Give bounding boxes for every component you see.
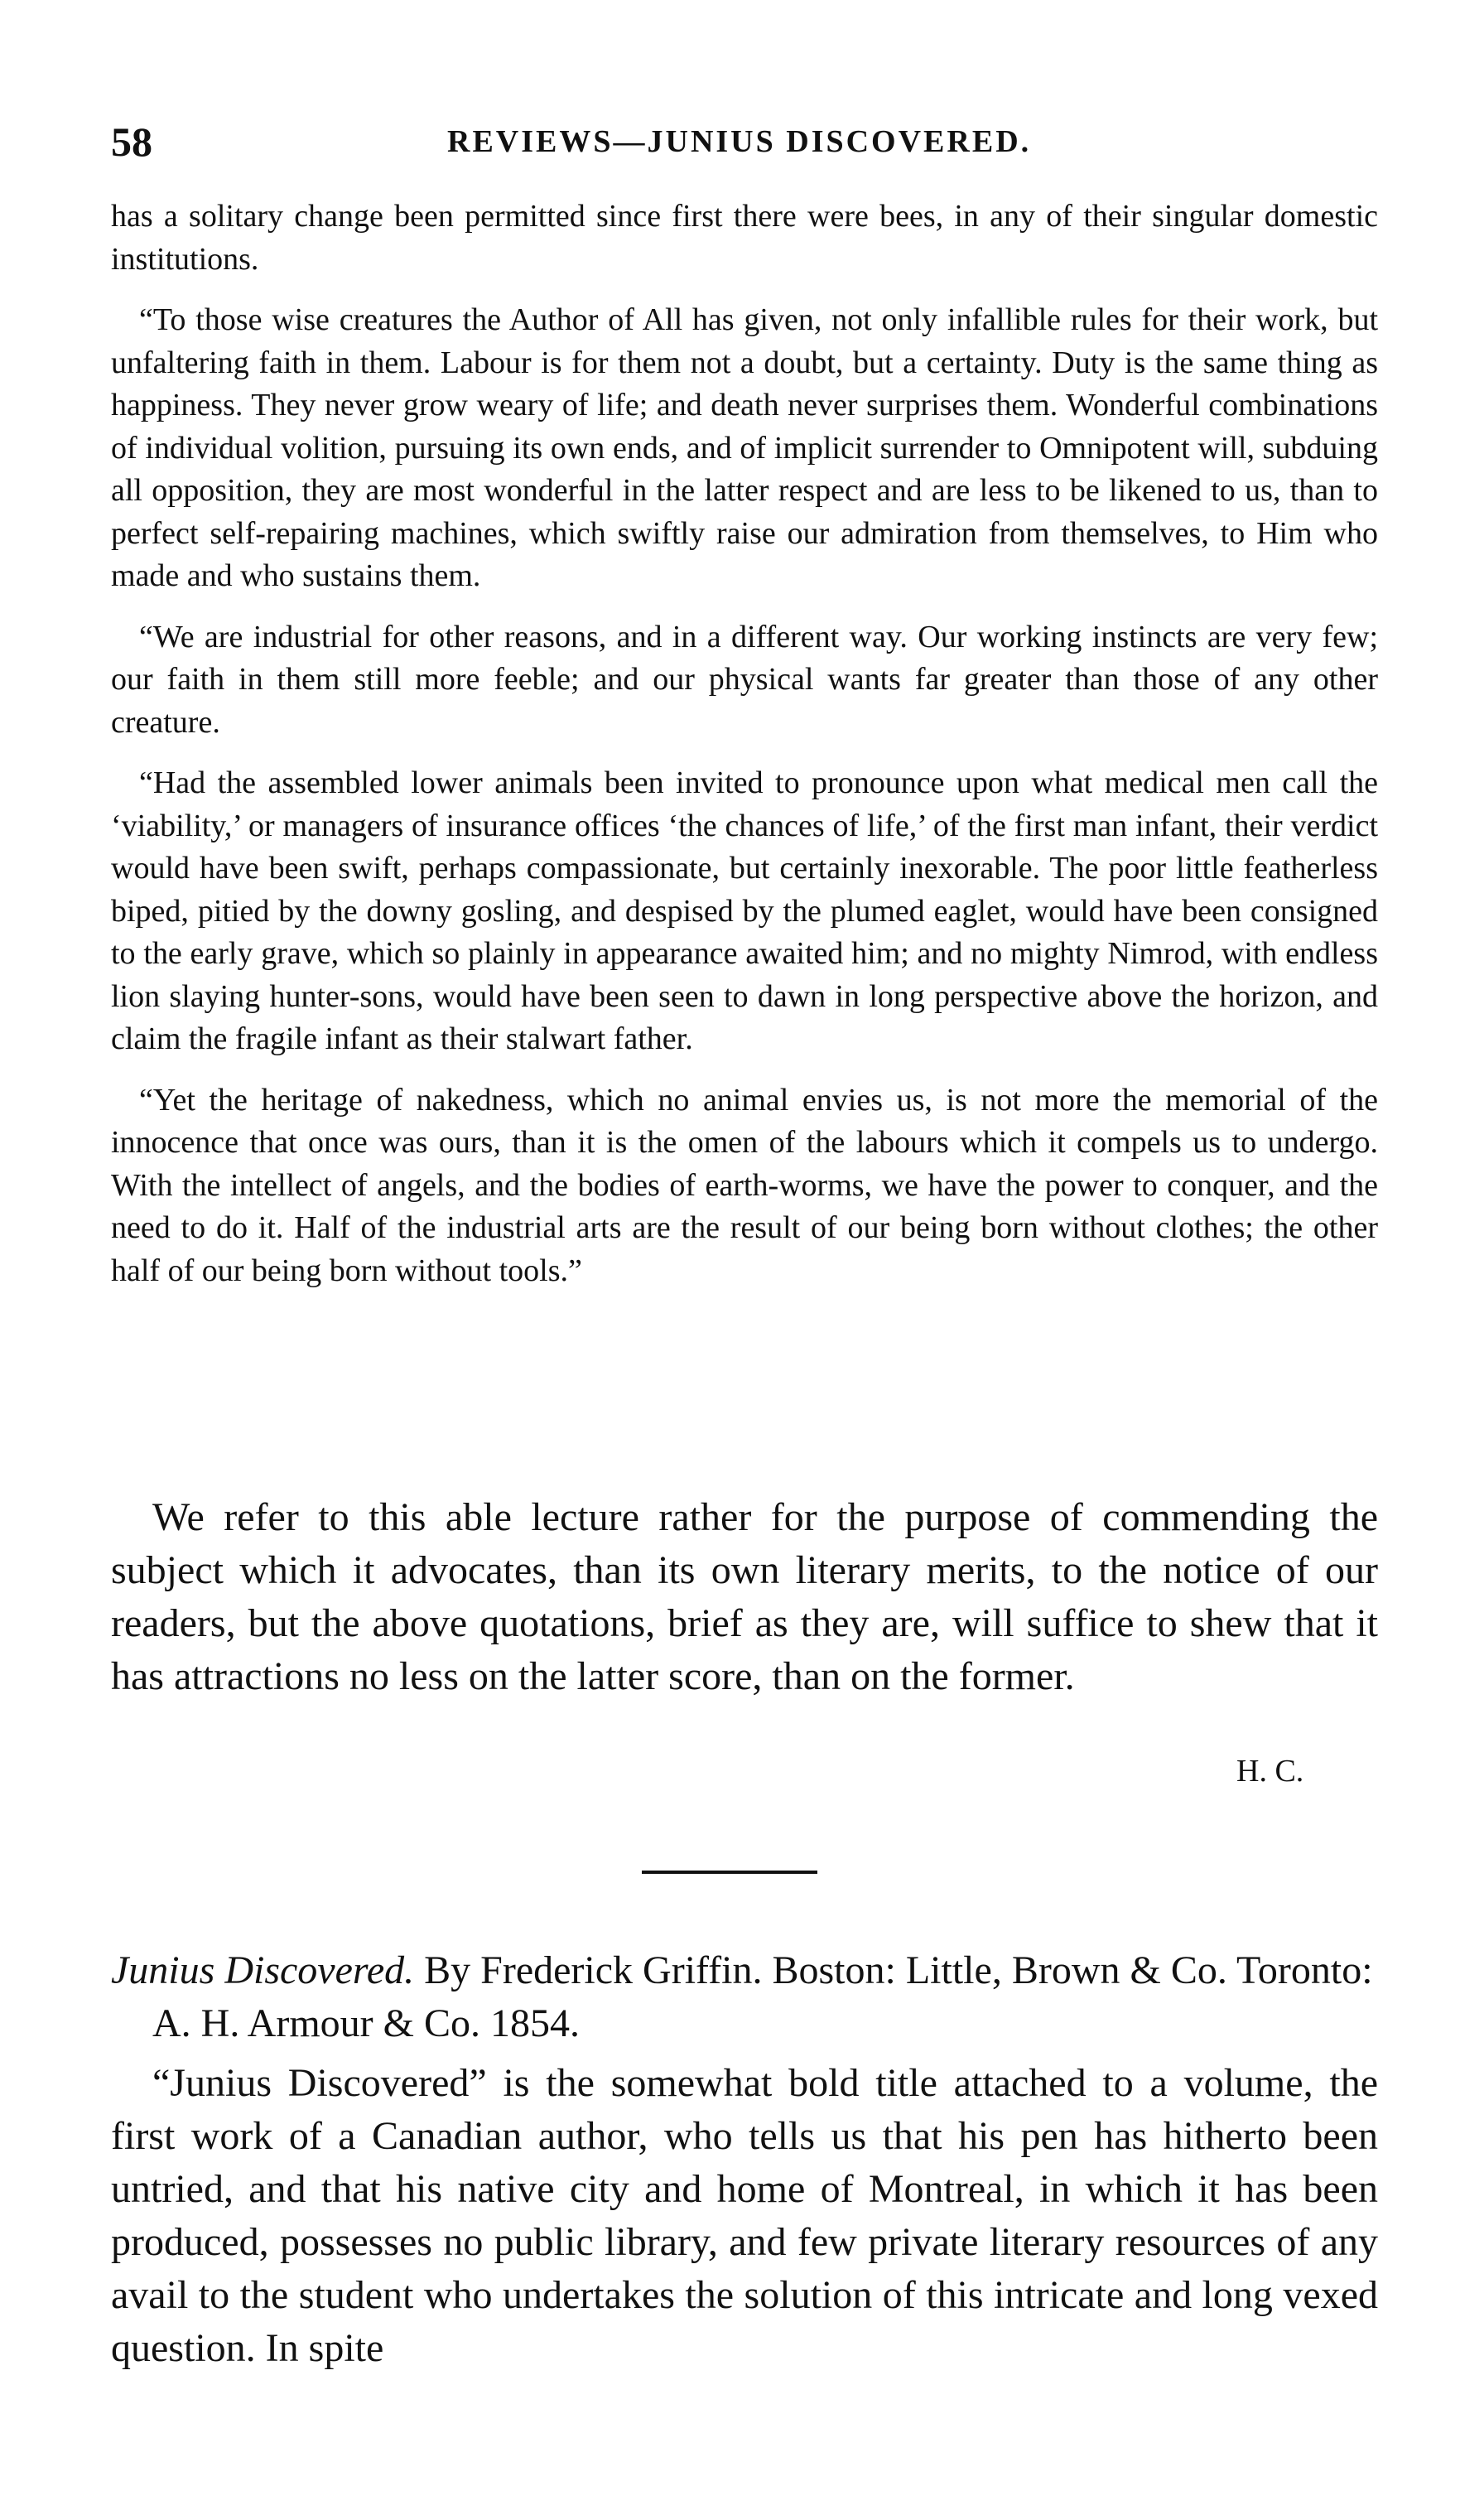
review-commentary xyxy=(111,1491,1378,1703)
section-divider xyxy=(642,1871,817,1874)
review-heading xyxy=(111,1944,1378,2050)
review-body-paragraph: “Junius Discovered” is the somewhat bold title attached to a volume, the first work of a Canadian author, who tells us that his pen has hitherto been untried, and that his native city and home of Montreal, in which it has been produced, possesses no public library, and few private literary resources of any avail to the student who undertakes the solution of this intricate and long vexed question. In spite xyxy=(111,2061,1378,2370)
author-signature: H. C. xyxy=(1236,1754,1304,1789)
quote-paragraph: “Had the assembled lower animals been invited to pronounce upon what medical men call the ‘viability,’ or managers of insurance offices ‘the chances of life,’ of the first man infant, their verdict would have been swift, perhaps compassionate, but certainly inexorable. The poor little featherless biped, pitied by the downy gosling, and despised by the plumed eaglet, would have been consigned to the early grave, which so plainly in appearance awaited him; and no mighty Nimrod, with endless lion slaying hunter-sons, would have been seen to dawn in long perspective above the horizon, and claim the fragile infant as their stalwart father. xyxy=(111,765,1378,1056)
page-header xyxy=(111,113,1378,171)
quote-paragraph: “Yet the heritage of nakedness, which no animal envies us, is not more the memorial of the innocence that once was ours, than it is the omen of the labours which it compels us to undergo. With the intellect of angels, and the bodies of earth-worms, we have the power to conquer, and the need to do it. Half of the industrial arts are the result of our being born without clothes; the other half of our being born without tools.” xyxy=(111,1082,1378,1288)
review-book-title: Junius Discovered. xyxy=(111,1948,415,1992)
quote-paragraph: “To those wise creatures the Author of All has given, not only infallible rules for their work, but unfaltering faith in them. Labour is for them not a doubt, but a certainty. Duty is the same thing as happiness. They never grow weary of life; and death never surprises them. Wonderful combinations of individual volition, pursuing its own ends, and of implicit surrender to Omnipotent will, subduing all opposition, they are most wonderful in the latter respect and are less to be likened to us, than to perfect self-repairing machines, which swiftly raise our admiration from themselves, to Him who made and who sustains them. xyxy=(111,302,1378,593)
running-head: REVIEWS—JUNIUS DISCOVERED. xyxy=(447,124,1032,159)
quote-paragraph: has a solitary change been permitted since first there were bees, in any of their singular domestic institutions. xyxy=(111,199,1378,277)
commentary-paragraph: We refer to this able lecture rather for the purpose of commending the subject which it advocates, than its own literary merits, to the notice of our readers, but the above quotations, brief as they are, will suffice to shew that it has attractions no less on the latter score, than on the former. xyxy=(111,1495,1378,1698)
quoted-lecture-excerpt xyxy=(111,196,1378,1292)
quote-paragraph: “We are industrial for other reasons, and in a different way. Our working instincts are very few; our faith in them still more feeble; and our physical wants far greater than those of any other creature. xyxy=(111,619,1378,740)
review-citation: By Frederick Griffin. Boston: Little, Brown & Co. Toronto: A. H. Armour & Co. 1854. xyxy=(152,1948,1373,2045)
page-number: 58 xyxy=(111,118,152,165)
